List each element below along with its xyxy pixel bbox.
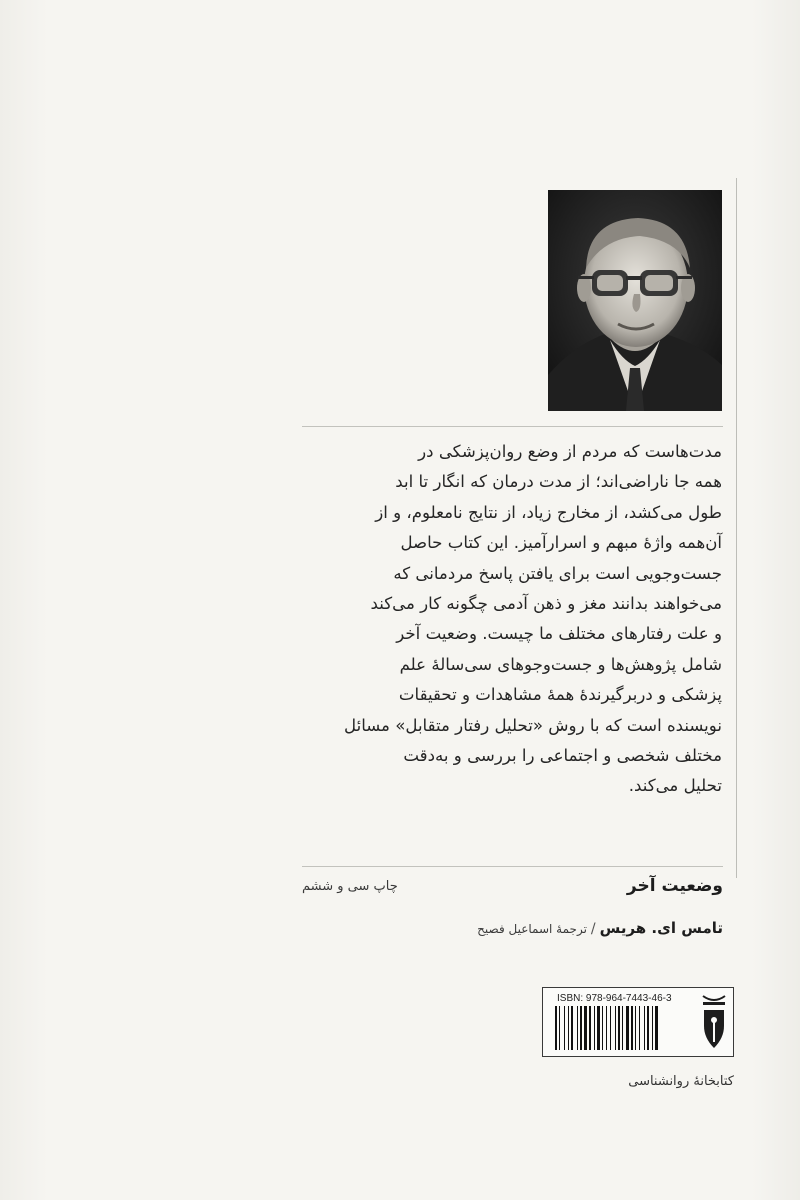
blurb-line: پزشکی و دربرگیرندهٔ همهٔ مشاهدات و تحقیقات (398, 685, 722, 705)
blurb-line: می‌خواهند بدانند مغز و ذهن آدمی چگونه کار می‌کند (370, 594, 722, 614)
barcode-bar (615, 1006, 616, 1050)
credit-row (420, 918, 723, 937)
barcode-bar (639, 1006, 640, 1050)
top-divider (302, 426, 723, 427)
vertical-divider (736, 178, 737, 878)
pen-nib-logo-icon (698, 992, 730, 1052)
blurb-line: تحلیل می‌کند. (628, 776, 722, 796)
isbn-number: ISBN: 978-964-7443-46-3 (557, 993, 672, 1004)
barcode-bar (594, 1006, 595, 1050)
translator-credit: ترجمهٔ اسماعیل فصیح (477, 922, 587, 936)
barcode-bar (652, 1006, 653, 1050)
barcode-bar (655, 1006, 658, 1050)
blurb-line: جست‌وجویی است برای یافتن پاسخ مردمانی که (393, 563, 722, 583)
barcode-bar (584, 1006, 587, 1050)
book-title: وضعیت آخر (626, 876, 723, 896)
blurb-line: مدت‌هاست که مردم از وضع روان‌پزشکی در (418, 442, 722, 461)
blurb-text (302, 437, 722, 802)
blurb-line: مختلف شخصی و اجتماعی را بررسی و به‌دقت (403, 746, 722, 766)
author-photo (548, 190, 722, 411)
barcode-bar (555, 1006, 557, 1050)
blurb-line: شامل پژوهش‌ها و جست‌وجوهای سی‌سالهٔ علم (399, 654, 722, 674)
barcode-box (542, 987, 734, 1057)
barcode-bar (610, 1006, 611, 1050)
barcode-icon (555, 1006, 695, 1050)
barcode-bar (618, 1006, 620, 1050)
barcode-bar (606, 1006, 607, 1050)
barcode-bar (602, 1006, 603, 1050)
barcode-bar (571, 1006, 573, 1050)
blurb-line: طول می‌کشد، از مخارج زیاد، از نتایج نامعلوم، و از (375, 502, 722, 522)
blurb-line: آن‌همه واژهٔ مبهم و اسرارآمیز. این کتاب حاصل (400, 533, 722, 553)
blurb-line: و علت رفتارهای مختلف ما چیست. وضعیت آخر (396, 624, 722, 644)
barcode-bar (559, 1006, 560, 1050)
barcode-bar (580, 1006, 582, 1050)
barcode-bar (577, 1006, 578, 1050)
barcode-bar (644, 1006, 645, 1050)
barcode-bar (647, 1006, 649, 1050)
barcode-bar (635, 1006, 636, 1050)
barcode-bar (597, 1006, 600, 1050)
credit-separator: / (590, 921, 596, 937)
author-name: تامس ای. هریس (599, 919, 723, 937)
barcode-bar (626, 1006, 629, 1050)
edition-label: چاپ سی و ششم (302, 879, 398, 894)
barcode-bar (622, 1006, 623, 1050)
author-portrait-icon (548, 190, 722, 411)
bottom-divider (302, 866, 723, 867)
barcode-bar (631, 1006, 633, 1050)
barcode-bar (564, 1006, 565, 1050)
barcode-bar (568, 1006, 569, 1050)
series-name: کتابخانهٔ روانشناسی (628, 1074, 734, 1089)
title-row (302, 876, 723, 906)
blurb-line: نویسنده است که با روش «تحلیل رفتار متقابل» مسائل (344, 715, 722, 735)
blurb-line: همه جا ناراضی‌اند؛ از مدت درمان که انگار تا ابد (395, 472, 722, 492)
barcode-bar (589, 1006, 591, 1050)
